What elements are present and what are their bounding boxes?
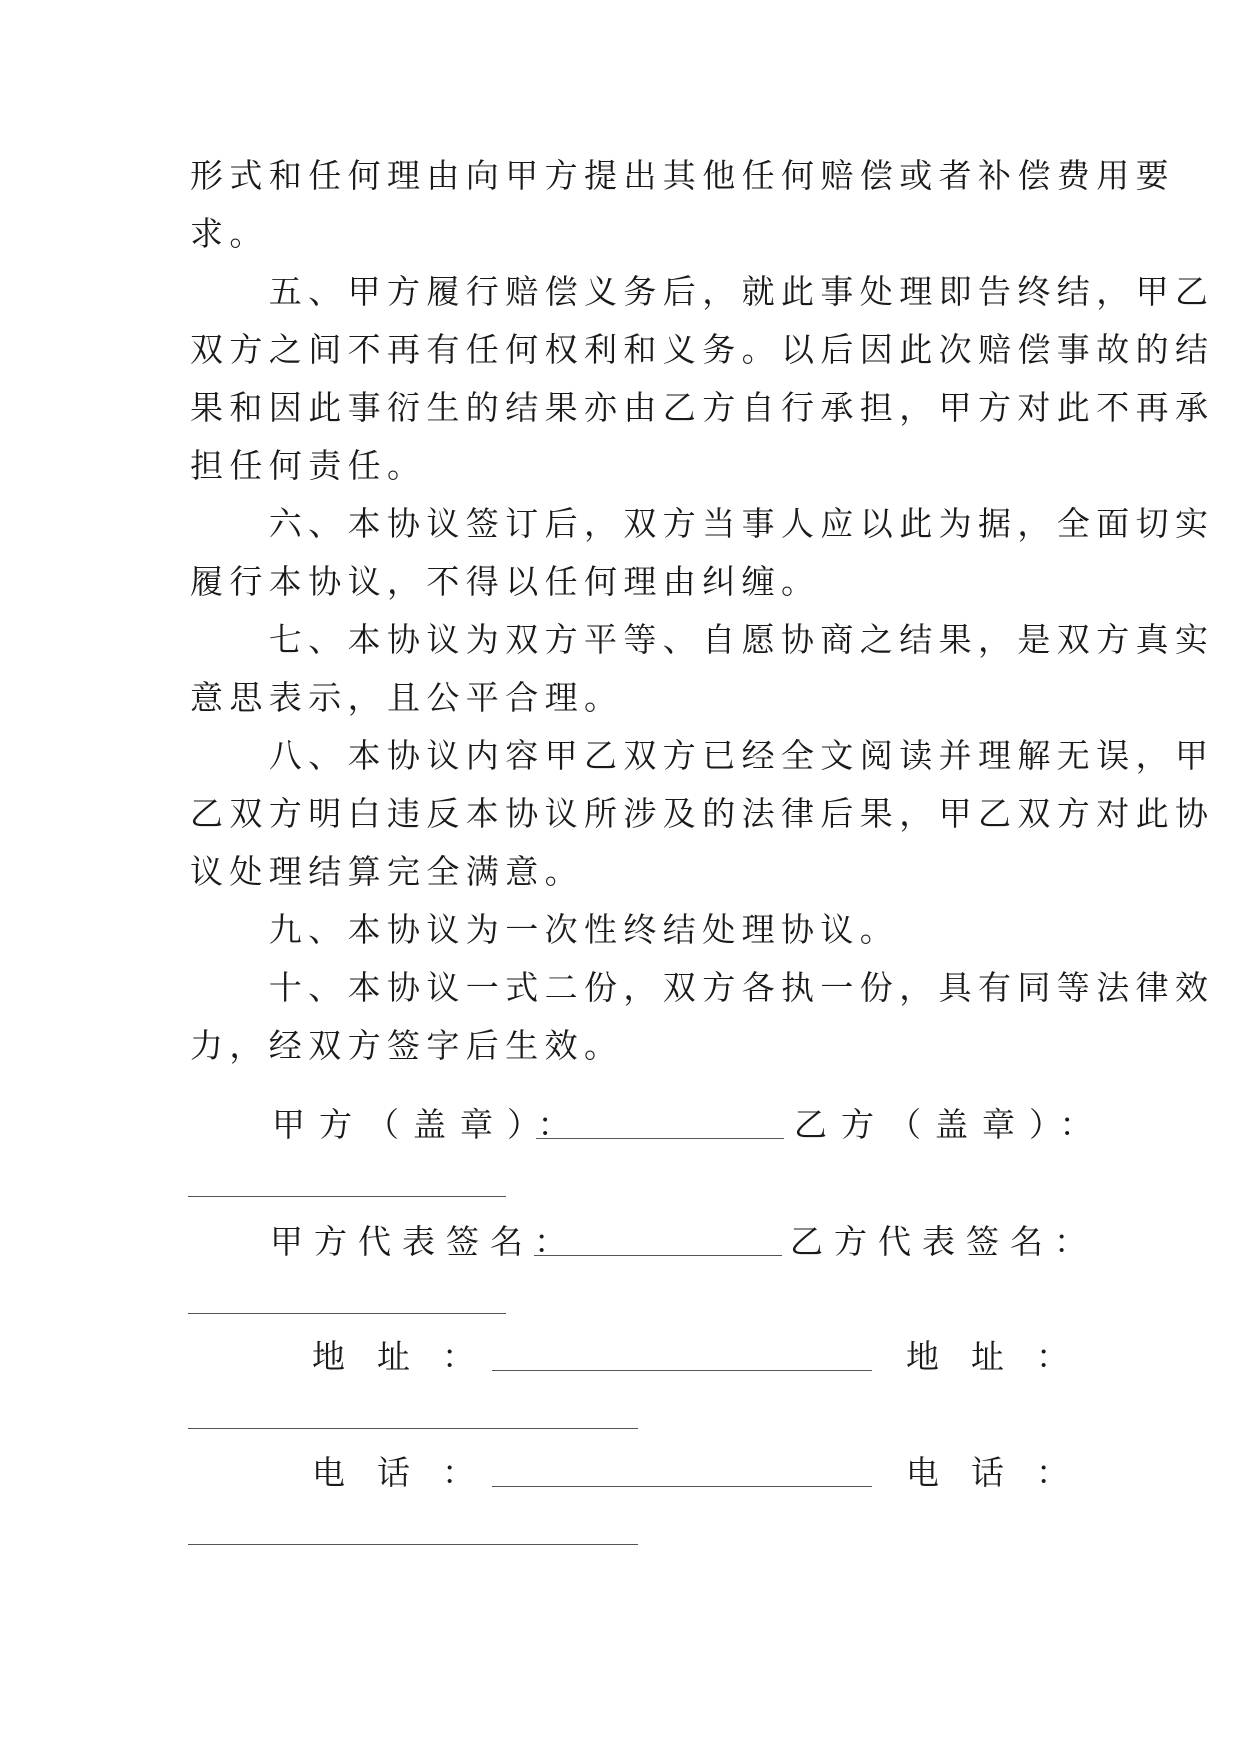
party-b-address-label: 地址： bbox=[906, 1337, 1101, 1376]
party-b-seal-label: 乙方（盖章）： bbox=[794, 1105, 1107, 1144]
representative-row bbox=[190, 1213, 1098, 1333]
body-line: 意思表示，且公平合理。 bbox=[190, 678, 624, 717]
body-line: 乙双方明白违反本协议所涉及的法律后果，甲乙双方对此协 bbox=[190, 794, 1215, 833]
party-b-rep-label: 乙方代表签名： bbox=[790, 1222, 1098, 1261]
party-a-phone-field[interactable] bbox=[492, 1486, 872, 1487]
party-b-rep-field[interactable] bbox=[188, 1313, 506, 1314]
party-a-address-label: 地址： bbox=[312, 1337, 507, 1376]
party-b-seal-field[interactable] bbox=[188, 1196, 506, 1197]
body-line: 力，经双方签字后生效。 bbox=[190, 1026, 624, 1065]
body-line: 果和因此事衍生的结果亦由乙方自行承担，甲方对此不再承 bbox=[190, 388, 1215, 427]
body-line: 七、本协议为双方平等、自愿协商之结果，是双方真实 bbox=[190, 620, 1215, 659]
body-line: 求。 bbox=[190, 214, 269, 253]
body-line: 双方之间不再有任何权利和义务。以后因此次赔偿事故的结 bbox=[190, 330, 1215, 369]
party-a-rep-label: 甲方代表签名： bbox=[270, 1222, 578, 1261]
body-line: 议处理结算完全满意。 bbox=[190, 852, 584, 891]
party-b-phone-label: 电话： bbox=[906, 1453, 1101, 1492]
party-a-rep-field[interactable] bbox=[534, 1255, 782, 1256]
body-line: 履行本协议，不得以任何理由纠缠。 bbox=[190, 562, 821, 601]
address-row bbox=[190, 1328, 1101, 1448]
seal-row bbox=[190, 1096, 1107, 1216]
agreement-body bbox=[190, 147, 1215, 1075]
party-a-seal-label: 甲方（盖章）： bbox=[272, 1105, 585, 1144]
party-b-address-field[interactable] bbox=[188, 1428, 638, 1429]
party-a-address-field[interactable] bbox=[492, 1370, 872, 1371]
body-line: 五、甲方履行赔偿义务后，就此事处理即告终结，甲乙 bbox=[190, 272, 1215, 311]
party-b-phone-field[interactable] bbox=[188, 1544, 638, 1545]
body-line: 十、本协议一式二份，双方各执一份，具有同等法律效 bbox=[190, 968, 1215, 1007]
body-line: 担任何责任。 bbox=[190, 446, 427, 485]
body-line: 形式和任何理由向甲方提出其他任何赔偿或者补偿费用要 bbox=[190, 156, 1175, 195]
party-a-seal-field[interactable] bbox=[536, 1138, 784, 1139]
party-a-phone-label: 电话： bbox=[312, 1453, 507, 1492]
body-line: 九、本协议为一次性终结处理协议。 bbox=[190, 910, 900, 949]
phone-row bbox=[190, 1444, 1101, 1564]
body-line: 八、本协议内容甲乙双方已经全文阅读并理解无误，甲 bbox=[190, 736, 1215, 775]
body-line: 六、本协议签订后，双方当事人应以此为据，全面切实 bbox=[190, 504, 1215, 543]
